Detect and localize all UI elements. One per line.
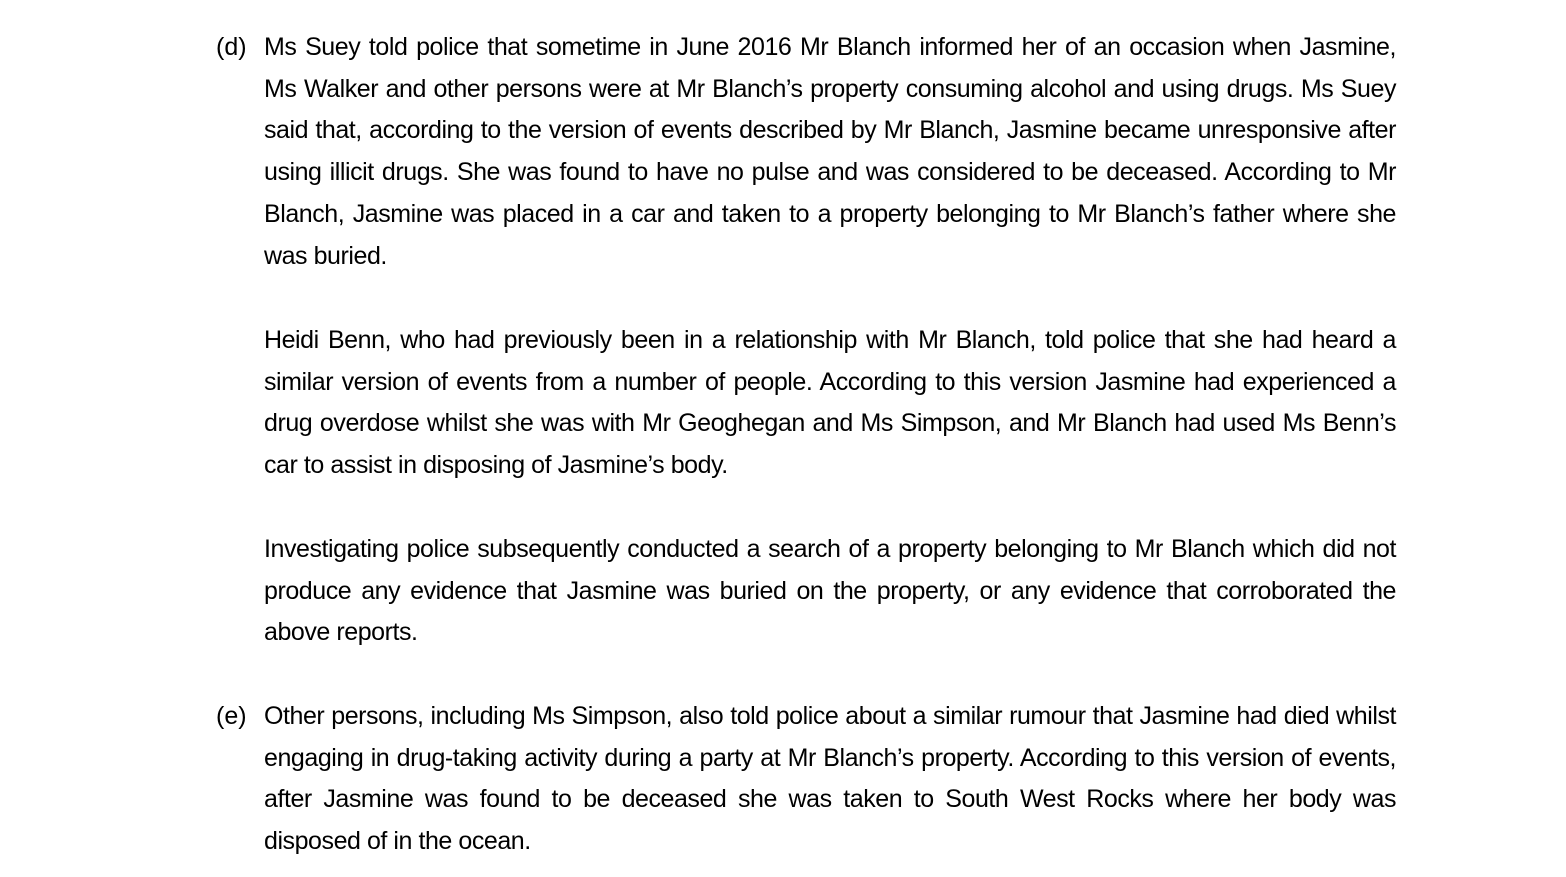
item-label: (e) — [216, 702, 247, 730]
paragraph: Other persons, including Ms Simpson, also told police about a similar rumour that Jasmine had died whilst engaging in drug-taking activity during a party at Mr Blanch’s property. According to this version of events, after Jasmine was found to be deceased she was taken to South West Rocks where her body was disposed of in the ocean. — [264, 702, 1396, 856]
paragraph: Ms Suey told police that sometime in June 2016 Mr Blanch informed her of an occasion when Jasmine, Ms Walker and other persons were at Mr Blanch’s property consuming alcohol and using drugs. Ms Suey said that, according to the version of events described by Mr Blanch, Jasmine became unresponsive after using illicit drugs. She was found to have no pulse and was considered to be deceased. According to Mr Blanch, Jasmine was placed in a car and taken to a property belonging to Mr Blanch’s father where she was buried. — [264, 33, 1396, 270]
paragraph: Investigating police subsequently conducted a search of a property belonging to Mr Blanch which did not produce any evidence that Jasmine was buried on the property, or any evidence that corroborated the above reports. — [264, 535, 1396, 647]
paragraph: Heidi Benn, who had previously been in a relationship with Mr Blanch, told police that she had heard a similar version of events from a number of people. According to this version Jasmine had experienced a drug overdose whilst she was with Mr Geoghegan and Ms Simpson, and Mr Blanch had used Ms Benn’s car to assist in disposing of Jasmine’s body. — [264, 326, 1396, 480]
item-label: (d) — [216, 33, 247, 61]
